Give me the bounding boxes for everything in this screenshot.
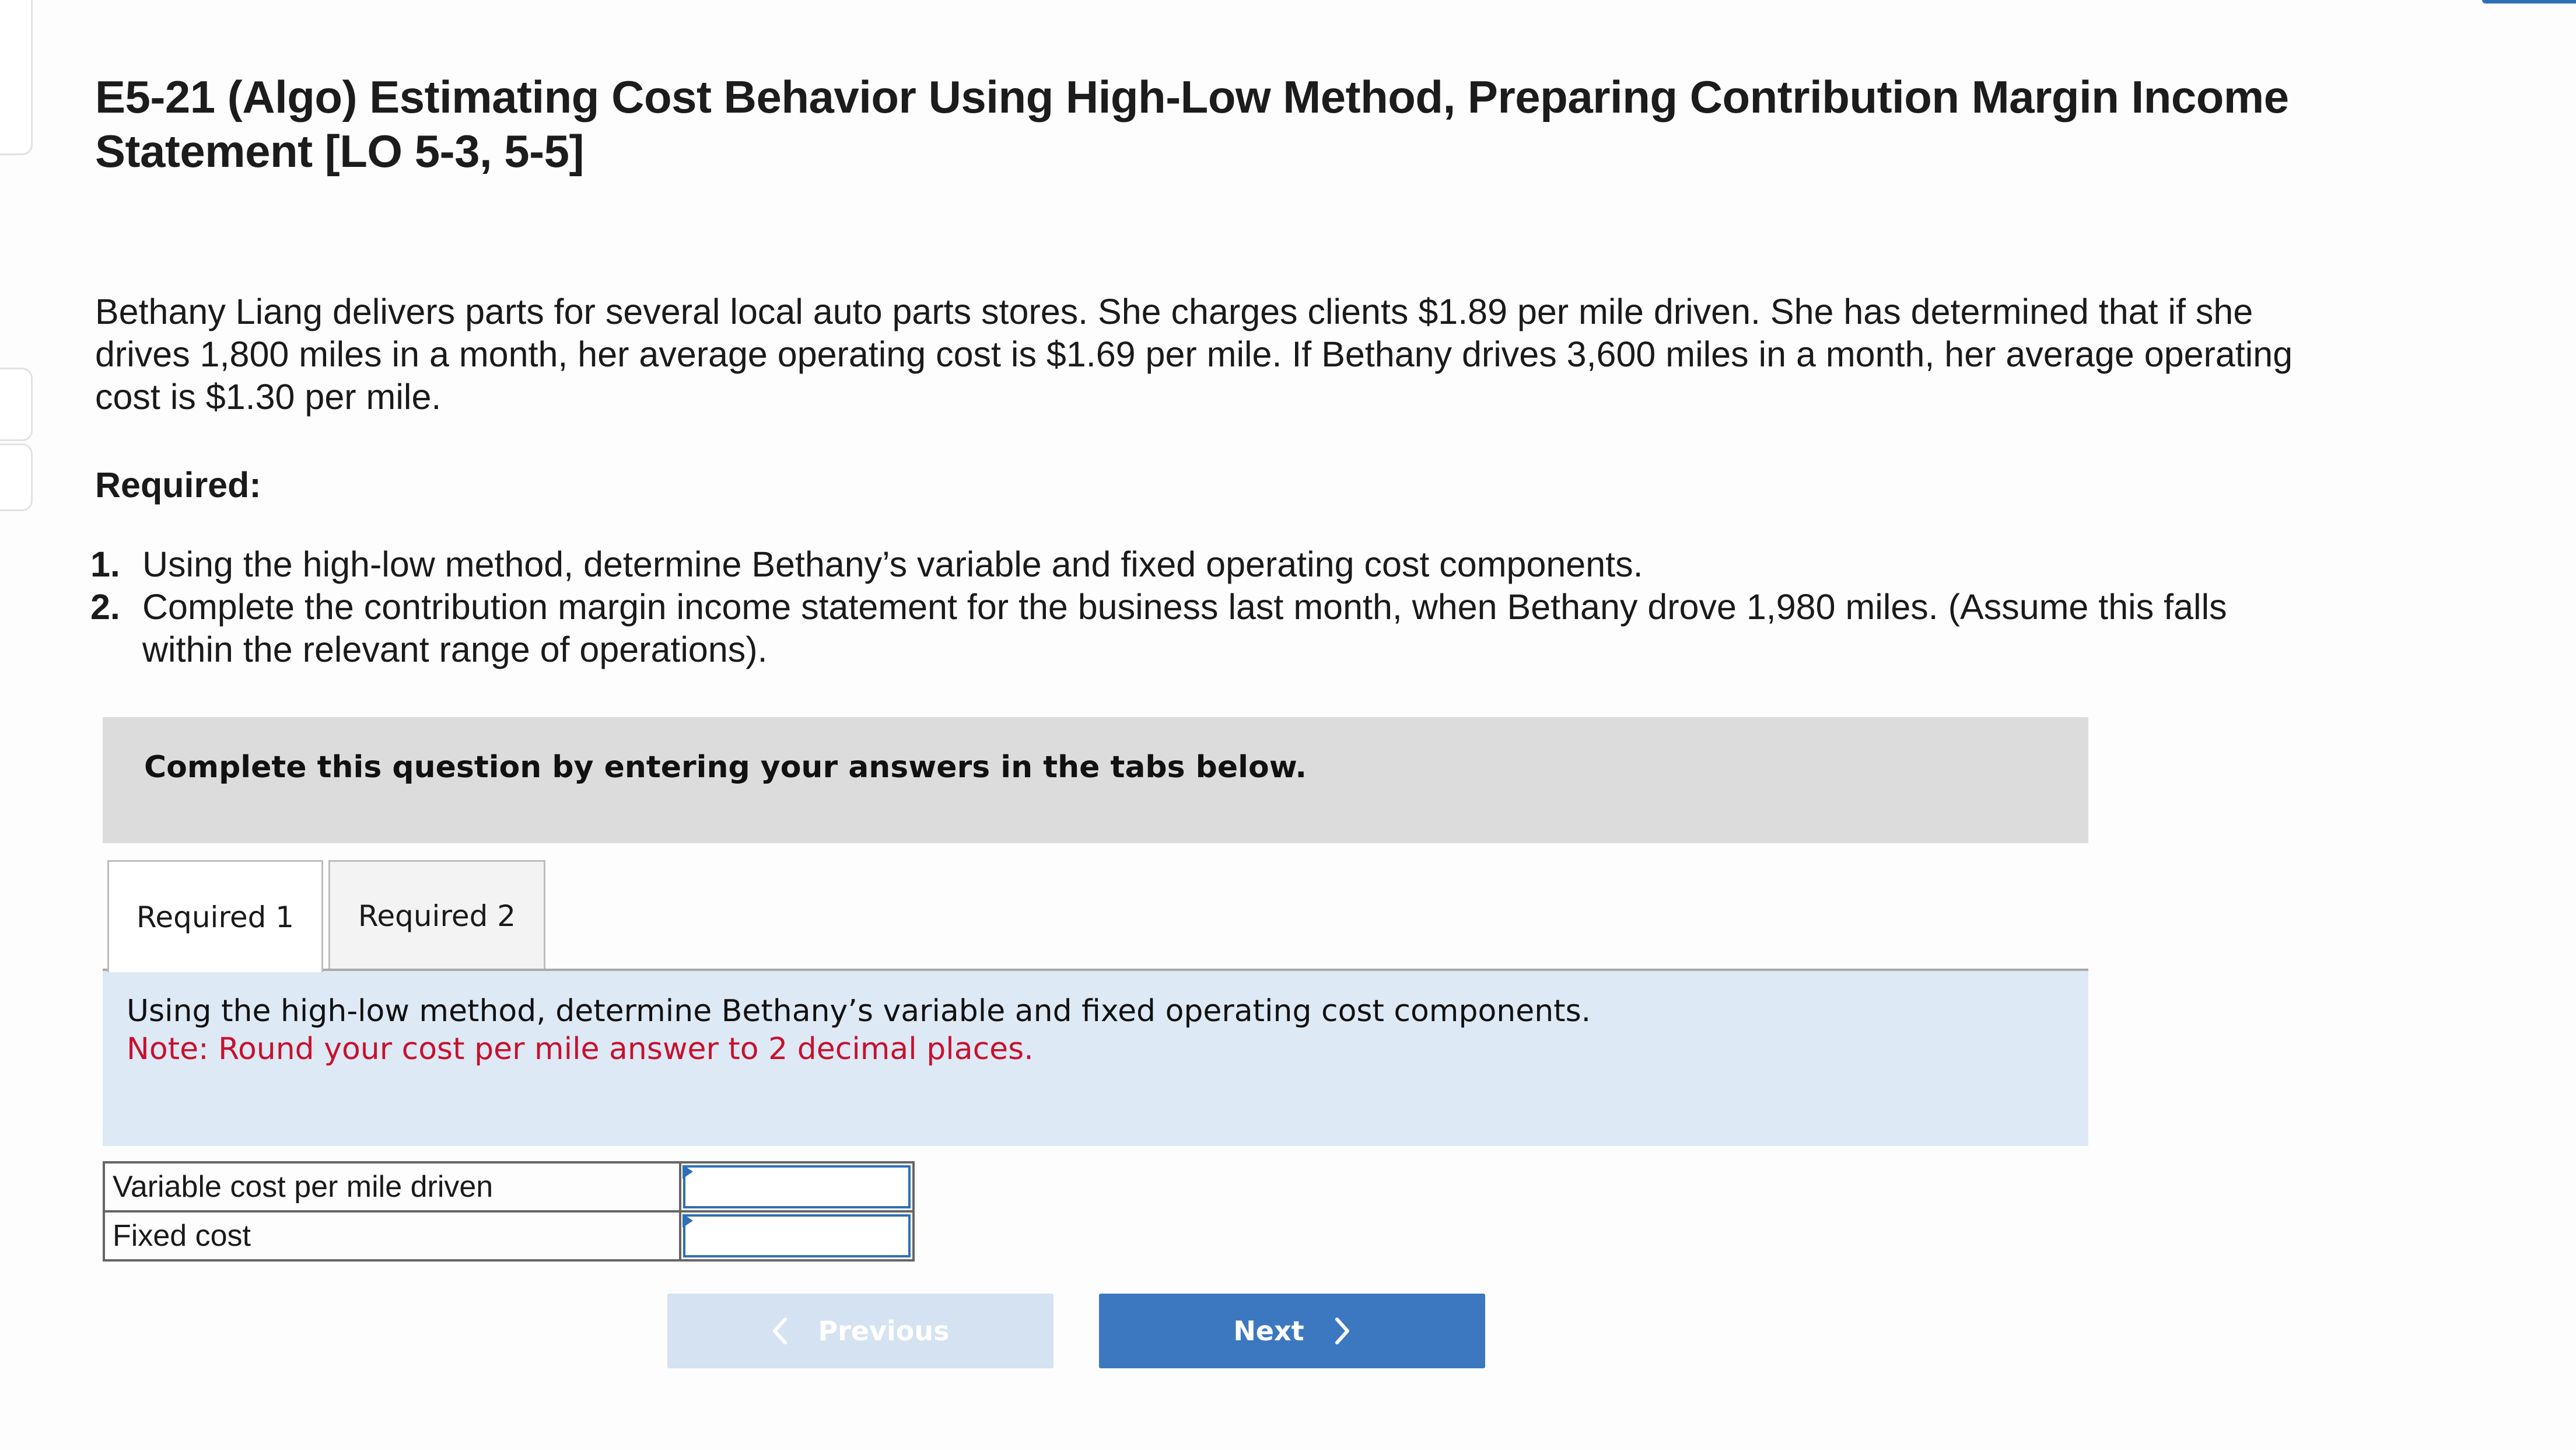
tab-required-1[interactable] <box>107 860 323 972</box>
problem-title: E5-21 (Algo) Estimating Cost Behavior Using High-Low Method, Preparing Contribution Margin Income Statement [LO 5-3, 5-5] <box>95 71 2289 177</box>
row-label: Fixed cost <box>104 1211 680 1260</box>
answer-cell <box>680 1162 914 1211</box>
panel-note: Note: Round your cost per mile answer to 2 decimal places. <box>127 1032 1034 1067</box>
chevron-right-icon <box>1334 1317 1351 1345</box>
tab-label: Required 1 <box>136 900 295 934</box>
requirement-text: Complete the contribution margin income statement for the business last month, when Bethany drove 1,980 miles. (Assume this falls within the relevant range of operations). <box>142 587 2227 669</box>
cell-marker-icon <box>682 1165 693 1179</box>
requirement-number: 1. <box>90 544 120 584</box>
tab-label: Required 2 <box>358 899 516 933</box>
cell-marker-icon <box>682 1214 693 1228</box>
problem-intro: Bethany Liang delivers parts for several local auto parts stores. She charges clients $1.89 per mile driven. She has determined that if she drives 1,800 miles in a month, her average operating cost is $1.69 per mile. If Bethany drives 3,600 miles in a month, her average operating cost is $1.30 per mile. <box>95 292 2293 417</box>
previous-button[interactable] <box>667 1294 1054 1368</box>
next-label: Next <box>1233 1315 1304 1347</box>
requirement-item <box>90 543 2249 586</box>
fixed-cost-input[interactable] <box>683 1214 911 1257</box>
row-label: Variable cost per mile driven <box>104 1162 680 1211</box>
answer-cell <box>680 1211 914 1260</box>
requirements-list <box>90 543 2249 671</box>
chevron-left-icon <box>771 1317 789 1345</box>
next-button[interactable] <box>1099 1294 1485 1368</box>
panel-question: Using the high-low method, determine Bethany’s variable and fixed operating cost components. <box>127 994 1591 1029</box>
side-panel-fragment <box>0 443 33 511</box>
table-row <box>104 1211 914 1260</box>
previous-label: Previous <box>818 1315 950 1347</box>
answer-table <box>103 1161 915 1262</box>
instruction-text: Complete this question by entering your answers in the tabs below. <box>144 750 1307 785</box>
top-accent-bar <box>2482 0 2576 4</box>
table-row <box>104 1162 914 1211</box>
requirement-item <box>90 586 2249 671</box>
requirement-text: Using the high-low method, determine Bethany’s variable and fixed operating cost components. <box>142 544 1643 584</box>
tab-required-2[interactable] <box>328 860 545 970</box>
required-heading: Required: <box>95 465 261 505</box>
requirement-number: 2. <box>90 587 120 627</box>
variable-cost-input[interactable] <box>683 1165 911 1208</box>
side-panel-fragment <box>0 368 33 441</box>
side-panel-fragment <box>0 0 33 155</box>
